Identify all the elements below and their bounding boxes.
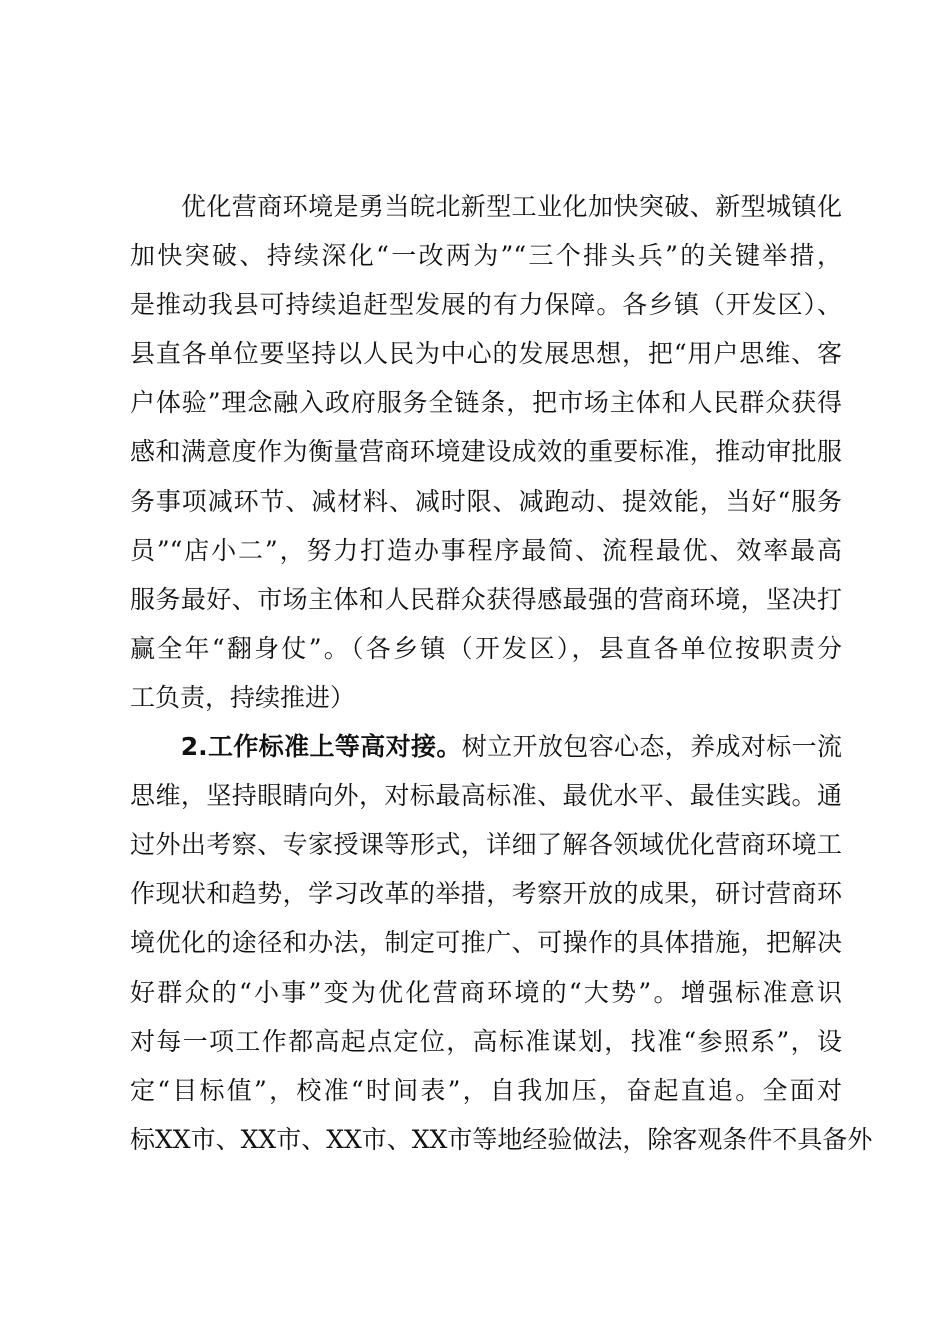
text-line: 思维，坚持眼睛向外，对标最高标准、最优水平、最佳实践。通 [130, 781, 842, 811]
text-line: 务事项减环节、减材料、减时限、减跑动、提效能，当好“服务 [130, 486, 842, 516]
document-body [130, 182, 873, 1164]
text-line: 员”“店小二”，努力打造办事程序最简、流程最优、效率最高 [130, 535, 842, 565]
text-line: 工负责，持续推进） [130, 682, 356, 712]
paragraph-1 [130, 182, 842, 722]
text-line: 定“目标值”，校准“时间表”，自我加压，奋起直追。全面对 [130, 1075, 842, 1105]
text-line: 境优化的途径和办法，制定可推广、可操作的具体措施，把解决 [130, 928, 842, 958]
text-line: 县直各单位要坚持以人民为中心的发展思想，把“用户思维、客 [130, 339, 842, 369]
text-line: 户体验”理念融入政府服务全链条，把市场主体和人民群众获得 [130, 388, 842, 418]
text-line: 对每一项工作都高起点定位，高标准谋划，找准“参照系”，设 [130, 1026, 842, 1056]
text-line: 优化营商环境是勇当皖北新型工业化加快突破、新型城镇化 [130, 192, 842, 221]
text-span: 树立开放包容心态，养成对标一流 [461, 732, 842, 762]
text-line: 作现状和趋势，学习改革的举措，考察开放的成果，研讨营商环 [130, 879, 842, 909]
text-line: 好群众的“小事”变为优化营商环境的“大势”。增强标准意识 [130, 977, 842, 1007]
text-line: 加快突破、持续深化“一改两为”“三个排头兵”的关键举措， [130, 241, 842, 271]
text-line: 标XX市、XX市、XX市、XX市等地经验做法，除客观条件不具备外 [130, 1124, 873, 1154]
text-line: 过外出考察、专家授课等形式，详细了解各领域优化营商环境工 [130, 830, 842, 860]
text-line: 服务最好、市场主体和人民群众获得感最强的营商环境，坚决打 [130, 584, 842, 614]
text-line: 感和满意度作为衡量营商环境建设成效的重要标准，推动审批服 [130, 437, 842, 467]
section-heading: 2.工作标准上等高对接。 [180, 732, 462, 762]
text-line [130, 722, 842, 771]
text-line: 是推动我县可持续追赶型发展的有力保障。各乡镇（开发区）、 [130, 290, 842, 320]
text-line: 赢全年“翻身仗”。（各乡镇（开发区），县直各单位按职责分 [130, 633, 842, 663]
paragraph-2 [130, 722, 873, 1164]
